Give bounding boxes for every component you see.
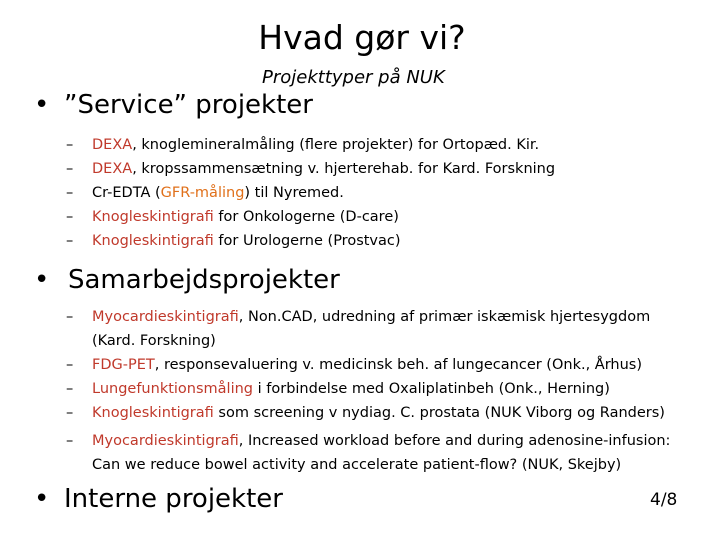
list-item [66,157,706,181]
list-item [66,429,711,477]
item-text: , responsevaluering v. medicinsk beh. af lungecancer (Onk., Århus) [154,357,643,373]
item-text: , Increased workload before and during adenosine-infusion: [238,433,671,449]
dash-icon: – [66,433,74,449]
dash-icon: – [66,233,74,249]
item-text: for Urologerne (Prostvac) [213,233,401,249]
dash-icon: – [66,357,74,373]
slide-title: Hvad gør vi? [258,18,466,57]
list-item [66,229,706,253]
dash-icon: – [66,161,74,177]
highlight-term: GFR-måling [160,185,245,201]
highlight-term: Lungefunktionsmåling [92,381,254,397]
section-samarbejde [34,265,434,301]
section-interne [34,484,434,520]
highlight-term: DEXA [92,161,133,177]
highlight-term: Myocardieskintigrafi [92,433,239,449]
highlight-term: Knogleskintigrafi [92,405,214,421]
section-heading: ”Service” projekter [64,90,313,120]
highlight-term: Knogleskintigrafi [92,209,214,225]
item-text: i forbindelse med Oxaliplatinbeh (Onk., Herning) [253,381,610,397]
page-number: 4/8 [650,490,678,510]
item-text-continued: Can we reduce bowel activity and accelerate patient-flow? (NUK, Skejby) [92,457,622,473]
bullet-icon: • [34,90,50,120]
list-item [66,133,706,157]
section-heading: Samarbejdsprojekter [68,265,340,295]
item-text: , Non.CAD, udredning af primær iskæmisk hjertesygdom [238,309,651,325]
dash-icon: – [66,209,74,225]
item-text: ) til Nyremed. [244,185,344,201]
bullet-icon: • [34,265,50,295]
item-text: , kropssammensætning v. hjerterehab. for Kard. Forskning [132,161,556,177]
item-text-continued: (Kard. Forskning) [92,333,216,349]
list-item [66,205,706,229]
section-service [34,90,434,124]
dash-icon: – [66,309,74,325]
bullet-icon: • [34,484,50,514]
highlight-term: FDG-PET [92,357,155,373]
item-text: , knoglemineralmåling (flere projekter) for Ortopæd. Kir. [132,137,540,153]
highlight-term: Knogleskintigrafi [92,233,214,249]
highlight-term: DEXA [92,137,133,153]
item-text-pre: Cr-EDTA ( [92,185,161,201]
dash-icon: – [66,185,74,201]
list-item [66,181,706,205]
section-heading: Interne projekter [64,484,283,514]
dash-icon: – [66,137,74,153]
slide-subtitle: Projekttyper på NUK [262,67,445,88]
list-item [66,377,711,401]
highlight-term: Myocardieskintigrafi [92,309,239,325]
item-text: for Onkologerne (D-care) [213,209,399,225]
list-item [66,401,711,425]
list-item [66,353,711,377]
item-text: som screening v nydiag. C. prostata (NUK Viborg og Randers) [213,405,665,421]
dash-icon: – [66,405,74,421]
list-item [66,305,711,353]
dash-icon: – [66,381,74,397]
